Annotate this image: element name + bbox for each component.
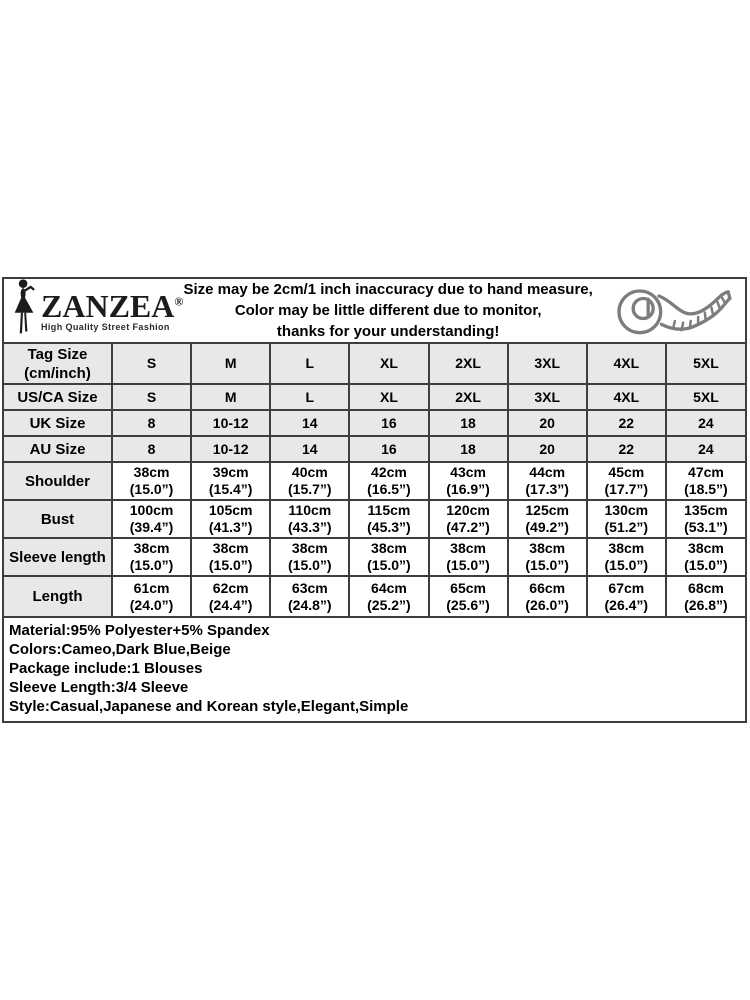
table-cell: 68cm (26.8”) [666, 576, 745, 617]
table-cell: M [191, 343, 270, 384]
table-cell: 14 [270, 436, 349, 462]
table-cell: 8 [112, 410, 191, 436]
row-label-uk-size: UK Size [4, 410, 112, 436]
table-cell: 4XL [587, 384, 666, 410]
table-cell: 44cm (17.3”) [508, 462, 587, 500]
table-cell: 2XL [429, 384, 508, 410]
row-label-us-ca-size: US/CA Size [4, 384, 112, 410]
table-cell: 5XL [666, 384, 745, 410]
row-label-length: Length [4, 576, 112, 617]
brand-text [41, 287, 184, 332]
table-row-tag-size [4, 343, 745, 384]
table-cell: 8 [112, 436, 191, 462]
tape-measure-icon [593, 281, 745, 341]
table-cell: 62cm (24.4”) [191, 576, 270, 617]
table-row-uk-size [4, 410, 745, 436]
table-cell: 2XL [429, 343, 508, 384]
row-label-tag-size: Tag Size (cm/inch) [4, 343, 112, 384]
detail-line: Style:Casual,Japanese and Korean style,Elegant,Simple [9, 698, 409, 715]
table-cell: 110cm (43.3”) [270, 500, 349, 538]
table-row-length [4, 576, 745, 617]
table-cell: 100cm (39.4”) [112, 500, 191, 538]
sheet-header [4, 279, 745, 342]
table-cell: 39cm (15.4”) [191, 462, 270, 500]
table-cell: 40cm (15.7”) [270, 462, 349, 500]
table-cell: 24 [666, 410, 745, 436]
table-cell: 66cm (26.0”) [508, 576, 587, 617]
table-cell: S [112, 343, 191, 384]
detail-line: Colors:Cameo,Dark Blue,Beige [9, 641, 231, 658]
table-cell: 47cm (18.5”) [666, 462, 745, 500]
table-cell: 4XL [587, 343, 666, 384]
table-cell: 38cm (15.0”) [508, 538, 587, 576]
table-cell: 61cm (24.0”) [112, 576, 191, 617]
brand-tagline: High Quality Street Fashion [41, 321, 170, 332]
table-cell: 64cm (25.2”) [349, 576, 428, 617]
table-cell: 67cm (26.4”) [587, 576, 666, 617]
size-chart-table [4, 342, 745, 618]
table-cell: 42cm (16.5”) [349, 462, 428, 500]
table-cell: 16 [349, 436, 428, 462]
size-table-body [4, 343, 745, 617]
size-chart-sheet [2, 277, 747, 723]
table-cell: 20 [508, 410, 587, 436]
table-cell: 38cm (15.0”) [429, 538, 508, 576]
table-cell: 18 [429, 436, 508, 462]
product-details [4, 618, 745, 721]
woman-silhouette-icon [10, 278, 40, 343]
table-cell: 20 [508, 436, 587, 462]
detail-line: Sleeve Length:3/4 Sleeve [9, 679, 189, 696]
row-label-shoulder: Shoulder [4, 462, 112, 500]
table-cell: 5XL [666, 343, 745, 384]
detail-line: Package include:1 Blouses [9, 660, 203, 677]
table-cell: 14 [270, 410, 349, 436]
table-cell: 38cm (15.0”) [666, 538, 745, 576]
table-cell: 65cm (25.6”) [429, 576, 508, 617]
table-cell: 18 [429, 410, 508, 436]
table-cell: S [112, 384, 191, 410]
size-notice: Size may be 2cm/1 inch inaccuracy due to hand measure, Color may be little different due to monitor, thanks for your understanding! [183, 281, 593, 340]
table-cell: 45cm (17.7”) [587, 462, 666, 500]
table-cell: 63cm (24.8”) [270, 576, 349, 617]
table-row-sleeve-length [4, 538, 745, 576]
table-row-au-size [4, 436, 745, 462]
table-cell: 38cm (15.0”) [349, 538, 428, 576]
table-cell: 43cm (16.9”) [429, 462, 508, 500]
brand-logo [4, 278, 183, 343]
table-cell: 135cm (53.1”) [666, 500, 745, 538]
row-label-au-size: AU Size [4, 436, 112, 462]
table-cell: 3XL [508, 343, 587, 384]
detail-line: Material:95% Polyester+5% Spandex [9, 622, 270, 639]
table-cell: 38cm (15.0”) [270, 538, 349, 576]
table-cell: 125cm (49.2”) [508, 500, 587, 538]
table-row-shoulder [4, 462, 745, 500]
table-cell: M [191, 384, 270, 410]
table-cell: 130cm (51.2”) [587, 500, 666, 538]
table-cell: XL [349, 384, 428, 410]
table-cell: 105cm (41.3”) [191, 500, 270, 538]
brand-name: ZANZEA [41, 287, 175, 324]
brand-wordmark [41, 288, 183, 324]
table-cell: 22 [587, 436, 666, 462]
table-cell: 120cm (47.2”) [429, 500, 508, 538]
registered-trademark: ® [174, 293, 184, 308]
table-cell: 10-12 [191, 410, 270, 436]
table-cell: 38cm (15.0”) [587, 538, 666, 576]
table-row-bust [4, 500, 745, 538]
table-row-us-ca-size [4, 384, 745, 410]
table-cell: L [270, 384, 349, 410]
row-label-bust: Bust [4, 500, 112, 538]
table-cell: 22 [587, 410, 666, 436]
table-cell: 16 [349, 410, 428, 436]
table-cell: 38cm (15.0”) [112, 462, 191, 500]
table-cell: XL [349, 343, 428, 384]
table-cell: 38cm (15.0”) [191, 538, 270, 576]
table-cell: 115cm (45.3”) [349, 500, 428, 538]
table-cell: 10-12 [191, 436, 270, 462]
table-cell: L [270, 343, 349, 384]
row-label-sleeve-length: Sleeve length [4, 538, 112, 576]
table-cell: 38cm (15.0”) [112, 538, 191, 576]
table-cell: 24 [666, 436, 745, 462]
table-cell: 3XL [508, 384, 587, 410]
